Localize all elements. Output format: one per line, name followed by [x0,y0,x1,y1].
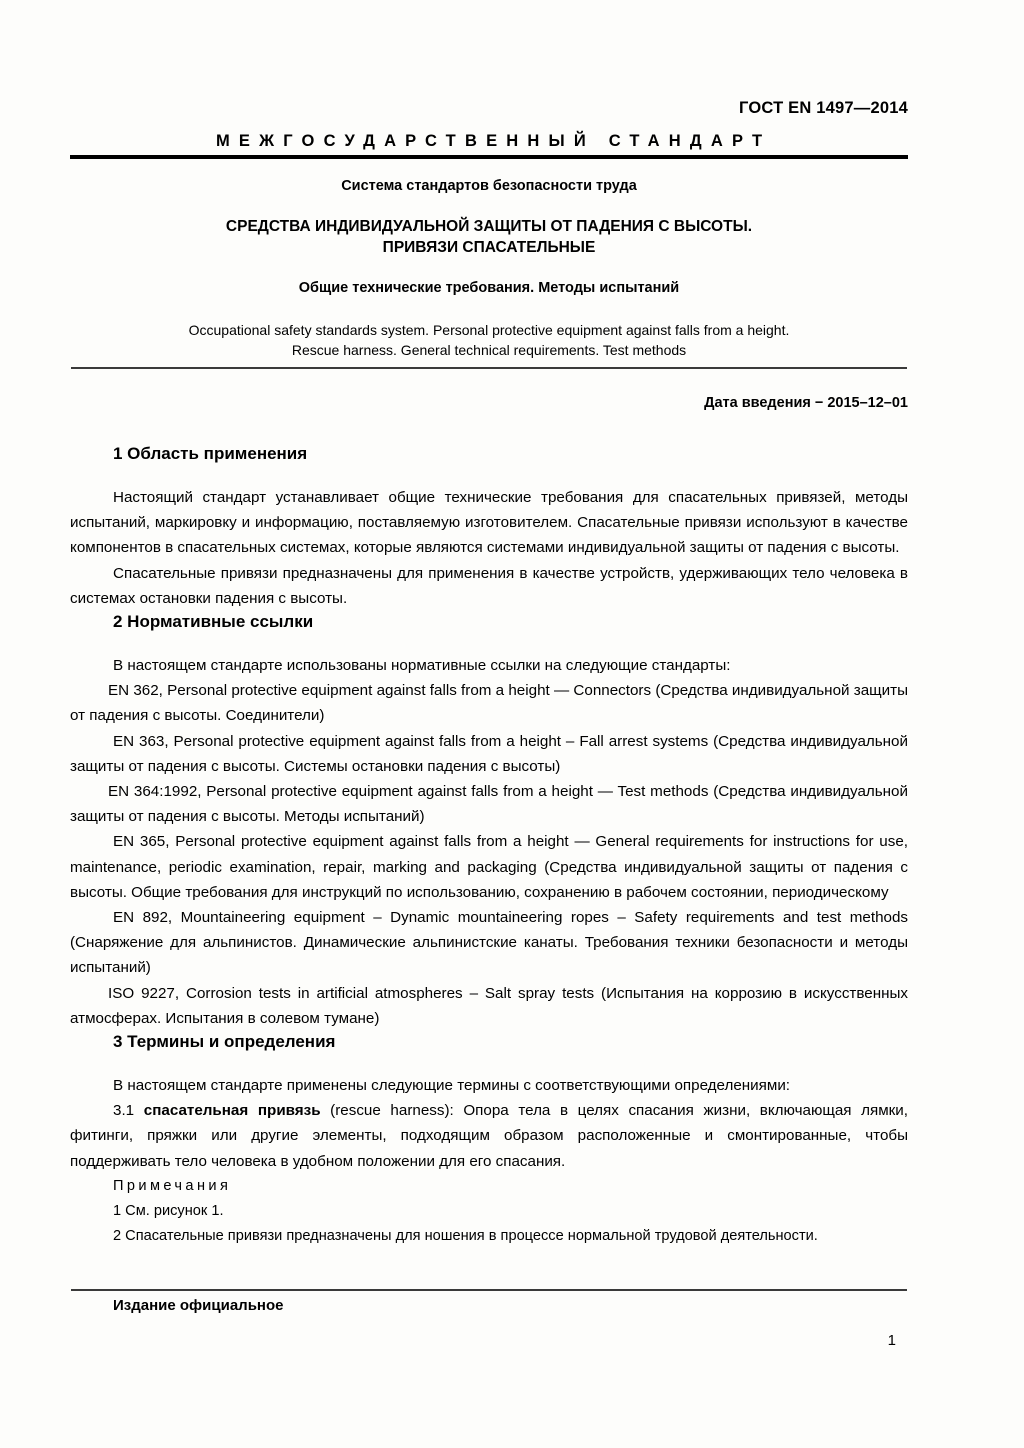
note-item: 2 Спасательные привязи предназначены для ношения в процессе нормальной трудовой деятельности. [113,1227,818,1244]
scope-paragraph-2: Спасательные привязи предназначены для применения в качестве устройств, удерживающих тело человека в системах остановки падения с высоты. [70,564,908,607]
definition-term: спасательная привязь [143,1102,321,1120]
normative-reference-item: ISO 9227, Corrosion tests in artificial atmospheres – Salt spray tests (Испытания на коррозию в искусственных атмосферах. Испытания в солевом тумане) [70,984,908,1027]
main-title [70,216,908,258]
introduction-date: Дата введения − 2015–12–01 [704,395,908,411]
english-title [70,320,908,360]
normative-reference-item: EN 365, Personal protective equipment against falls from a height — General requirements for instructions for use, maintenance, periodic examination, repair, marking and packaging (Средства индивидуальной защиты от падения с высоты. Общие требования для инструкций по использованию, сохранению в рабочем состоянии, периодическому [70,833,908,901]
page-number: 1 [887,1332,896,1349]
title-block [70,178,908,360]
footer-divider-rule [71,1289,907,1291]
term-definition-3-1 [70,1098,908,1174]
scope-paragraph-1: Настоящий стандарт устанавливает общие технические требования для спасательных привязей, методы испытаний, маркировку и информацию, поставляемую изготовителем. Спасательные привязи используют в качестве компонентов в спасательных системах, которые являются системами индивидуальной защиты от падения с высоты. [70,489,908,557]
definition-text: (rescue harness): Опора тела в целях спасания жизни, включающая лямки, фитинги, пряжки или другие элементы, подходящим образом расположенные и смонтированные, чтобы поддерживать тело человека в удобном положении для его спасания. [70,1102,908,1170]
normative-reference-item: EN 362, Personal protective equipment against falls from a height — Connectors (Средства индивидуальной защиты от падения с высоты. Соединители) [70,682,908,725]
standard-band [70,132,908,159]
terms-intro: В настоящем стандарте применены следующие термины с соответствующими определениями: [113,1077,791,1095]
note-item: 1 См. рисунок 1. [113,1202,224,1219]
standard-band-rule [70,155,908,159]
official-edition-label: Издание официальное [113,1297,284,1314]
normative-references-intro: В настоящем стандарте использованы нормативные ссылки на следующие стандарты: [113,657,731,675]
system-subtitle: Система стандартов безопасности труда [341,178,637,194]
gost-standard-number: ГОСТ EN 1497—2014 [739,99,908,117]
requirements-subtitle: Общие технические требования. Методы испытаний [298,280,680,296]
normative-reference-item: EN 363, Personal protective equipment against falls from a height – Fall arrest systems (Средства индивидуальной защиты от падения с высоты. Системы остановки падения с высоты) [70,732,908,775]
definition-number: 3.1 [113,1102,135,1120]
normative-reference-item: EN 892, Mountaineering equipment – Dynamic mountaineering ropes – Safety requirements and test methods (Снаряжение для альпинистов. Динамические альпинистские канаты. Требования техники безопасности и методы испытаний) [70,909,908,977]
normative-reference-item: EN 364:1992, Personal protective equipment against falls from a height — Test methods (Средства индивидуальной защиты от падения с высоты. Методы испытаний) [70,783,908,826]
section-heading-scope: 1 Область применения [113,444,308,463]
standard-band-label: МЕЖГОСУДАРСТВЕННЫЙ СТАНДАРТ [215,132,772,150]
section-heading-normative-references: 2 Нормативные ссылки [113,612,314,632]
title-divider-rule [71,367,907,369]
english-title-line-2: Rescue harness. General technical requirements. Test methods [291,342,687,358]
main-title-line-1: СРЕДСТВА ИНДИВИДУАЛЬНОЙ ЗАЩИТЫ ОТ ПАДЕНИЯ С ВЫСОТЫ. [225,218,753,235]
notes-caption: Примечания [113,1177,232,1194]
main-title-line-2: ПРИВЯЗИ СПАСАТЕЛЬНЫЕ [382,239,596,256]
document-body [70,443,908,1249]
english-title-line-1: Occupational safety standards system. Personal protective equipment against falls from a height. [188,322,790,338]
section-heading-terms: 3 Термины и определения [113,1032,336,1052]
